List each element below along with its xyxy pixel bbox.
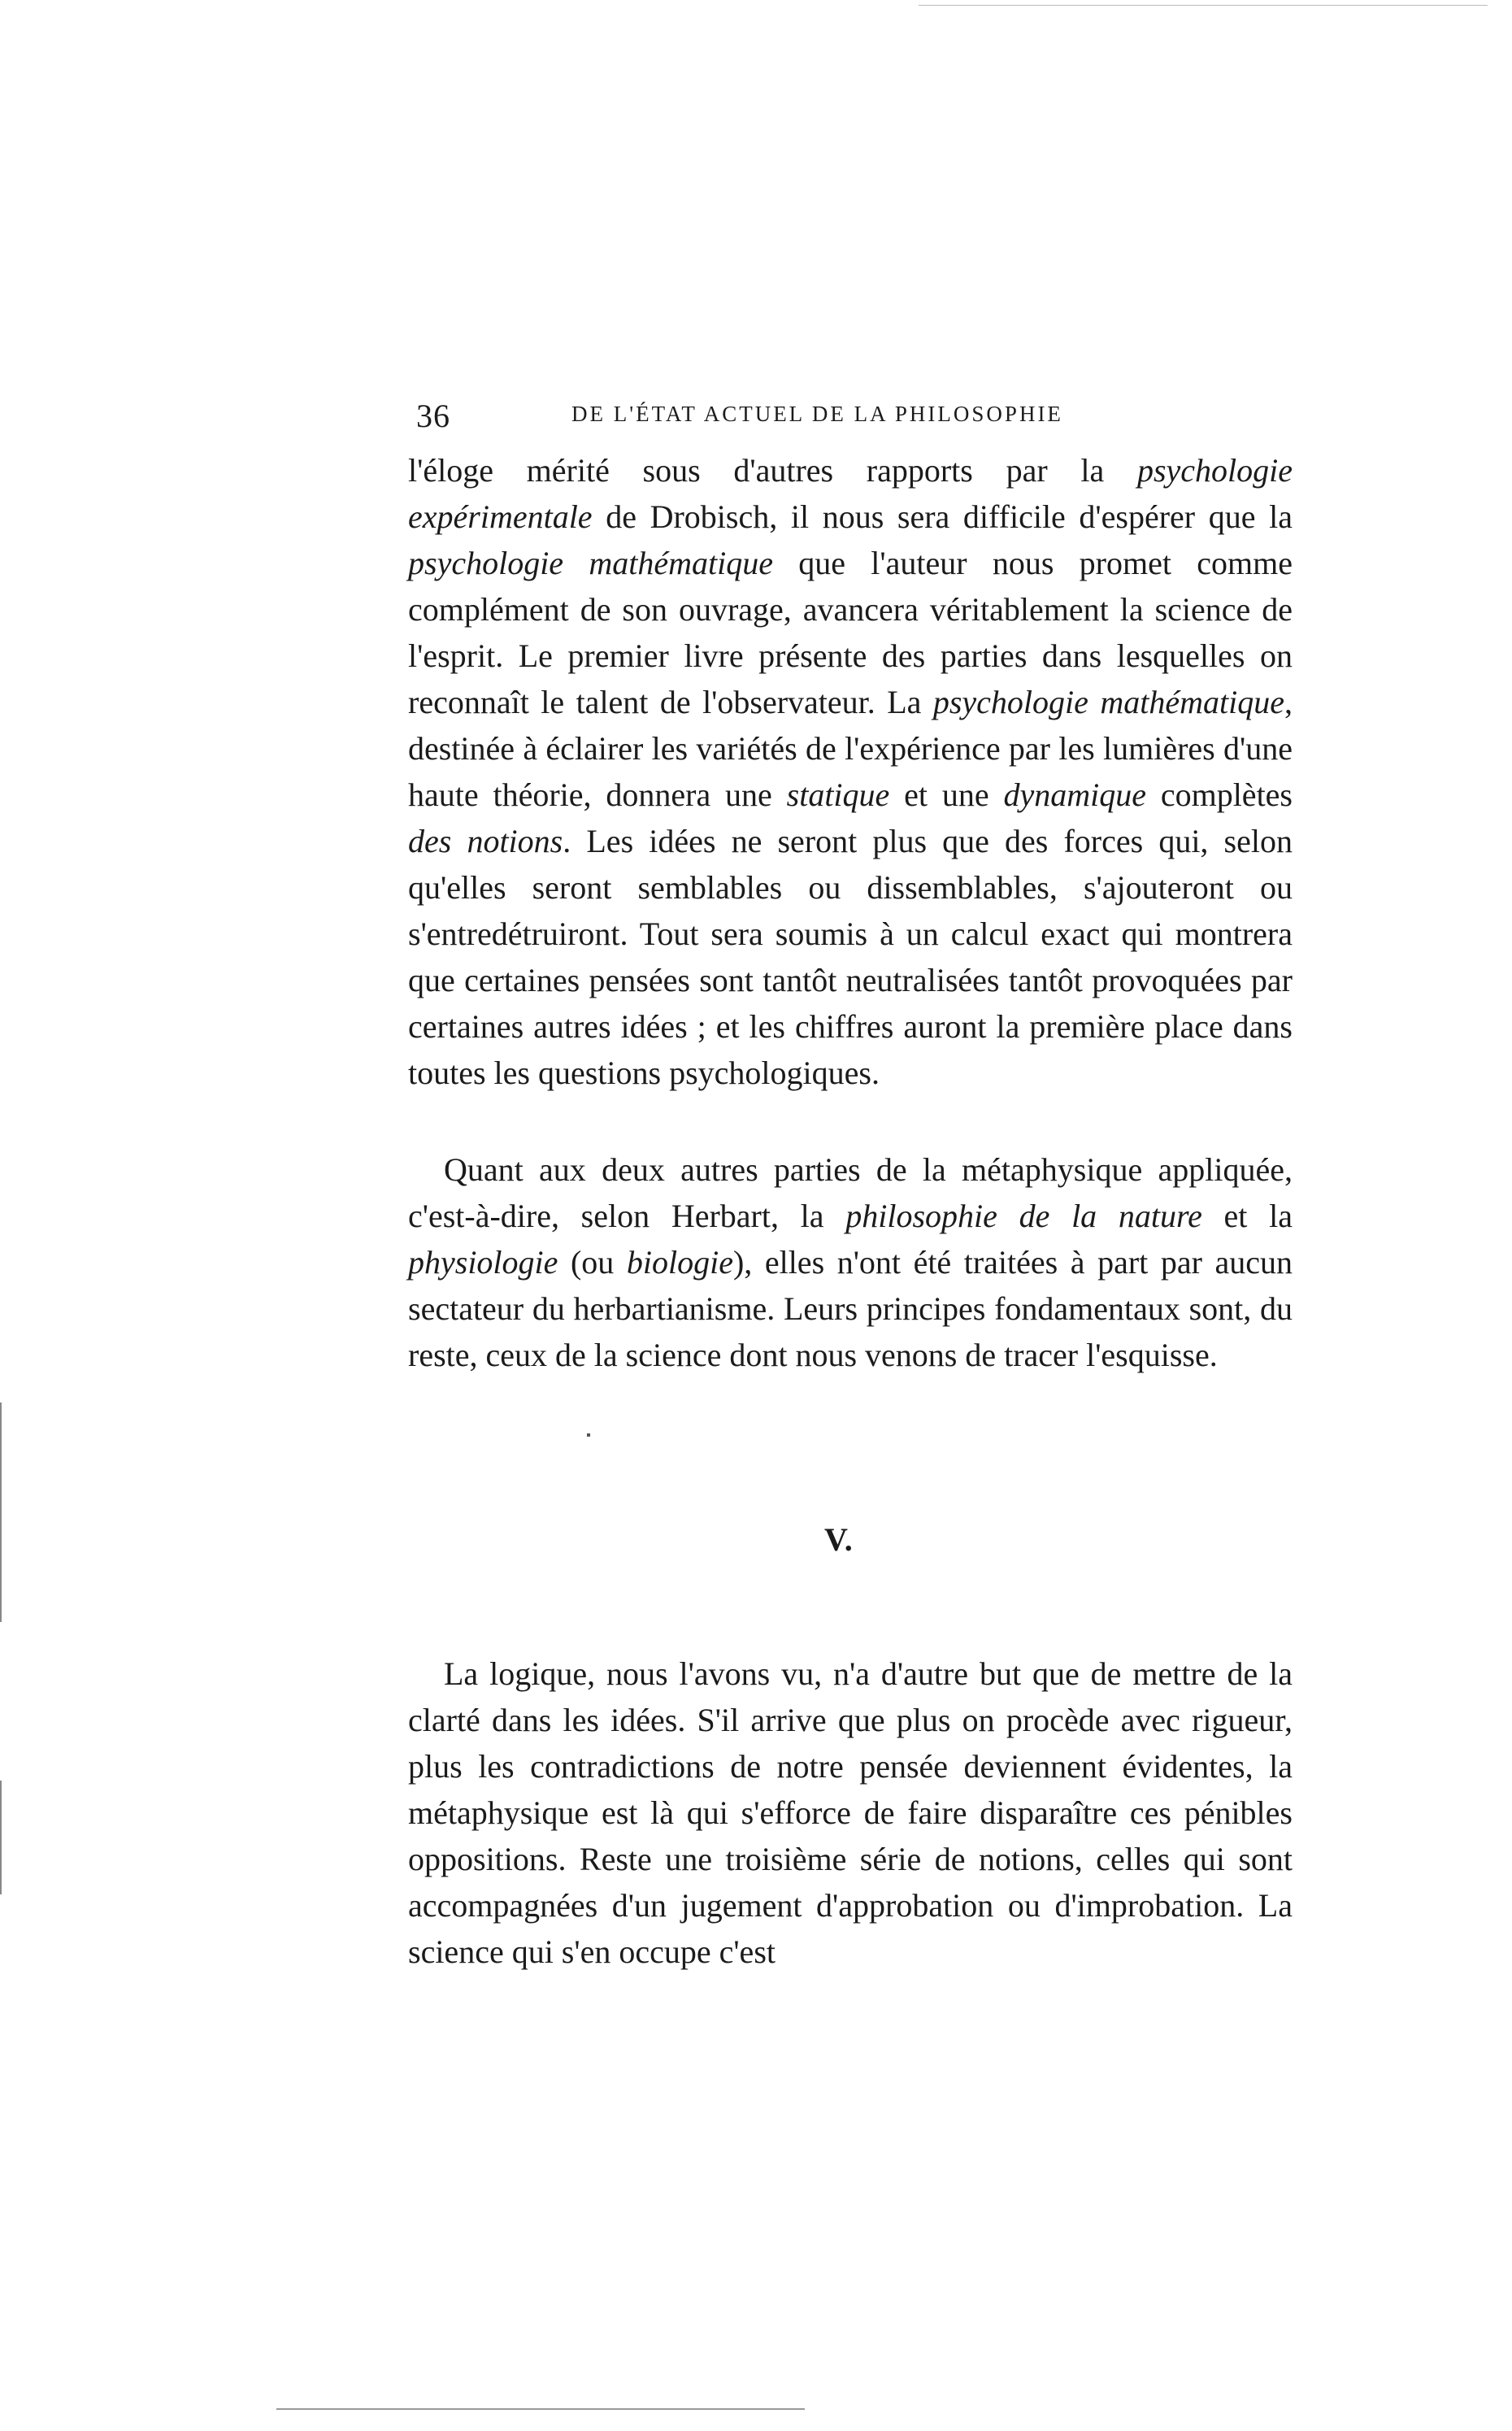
page-header bbox=[416, 397, 1310, 437]
text-run: et la bbox=[1201, 1198, 1293, 1234]
paragraph-logic bbox=[408, 1650, 1293, 1975]
paragraph-applied-metaphysics bbox=[408, 1146, 1293, 1378]
text-run: . Les idées ne seront plus que des forces qui, selon qu'elles seront semblables ou dissemblables, s'ajouteront ou s'entredétruiront. Tout sera soumis à un calcul exact qui montrera que certaines pensées sont tantôt neutralisées tantôt provoquées par certaines autres idées ; et les chiffres auront la première place dans toutes les questions psychologiques. bbox=[408, 823, 1293, 1091]
scan-edge-mark bbox=[0, 1781, 2, 1894]
scan-speck bbox=[587, 1433, 590, 1437]
text-run: et une bbox=[889, 776, 1004, 813]
paragraph-text: La logique, nous l'avons vu, n'a d'autre but que de mettre de la clarté dans les idées. S'il arrive que plus on procède avec rigueur, plus les contradictions de notre pensée deviennent évidentes, la métaphysique est là qui s'efforce de faire disparaître ces pénibles oppositions. Reste une troisième série de notions, celles qui sont accompagnées d'un jugement d'approbation ou d'improbation. La science qui s'en occupe c'est bbox=[408, 1655, 1293, 1970]
text-run: ), elles n'ont été traitées à part par aucun sectateur du herbartianisme. Leurs principes fondamentaux sont, du reste, ceux de la science dont nous venons de tracer l'esquisse. bbox=[408, 1244, 1293, 1373]
italic-term: statique bbox=[786, 776, 890, 813]
running-head: DE L'ÉTAT ACTUEL DE LA PHILOSOPHIE bbox=[571, 402, 1063, 426]
text-run: de Drobisch, il nous sera difficile d'espérer que la bbox=[592, 498, 1293, 535]
page-number: 36 bbox=[416, 398, 450, 434]
italic-term: dynamique bbox=[1003, 776, 1146, 813]
italic-term: psychologie mathématique bbox=[408, 545, 773, 581]
italic-term: philosophie de la nature bbox=[845, 1198, 1202, 1234]
scan-edge-mark bbox=[276, 2408, 805, 2410]
paragraph-continued bbox=[408, 447, 1293, 1096]
scan-edge-mark bbox=[919, 5, 1488, 6]
italic-term: psychologie expérimentale bbox=[408, 452, 1293, 535]
italic-term: psychologie mathématique bbox=[932, 684, 1284, 720]
italic-term: biologie bbox=[626, 1244, 733, 1281]
scan-edge-mark bbox=[0, 1402, 2, 1622]
text-run: l'éloge mérité sous d'autres rapports par la bbox=[408, 452, 1137, 489]
italic-term: physiologie bbox=[408, 1244, 558, 1281]
text-run: Quant aux deux autres parties de la métaphysique appliquée, c'est-à-dire, selon Herbart, la bbox=[408, 1151, 1293, 1234]
section-heading: V. bbox=[824, 1521, 854, 1558]
text-run: , destinée à éclairer les variétés de l'expérience par les lumières d'une haute théorie, donnera une bbox=[408, 684, 1293, 813]
italic-term: des notions bbox=[408, 823, 563, 859]
text-run: complètes bbox=[1145, 776, 1293, 813]
text-run: (ou bbox=[558, 1244, 627, 1281]
text-run: que l'auteur nous promet comme complément de son ouvrage, avancera véritablement la science de l'esprit. Le premier livre présente des parties dans lesquelles on reconnaît le talent de l'observateur. La bbox=[408, 545, 1293, 720]
